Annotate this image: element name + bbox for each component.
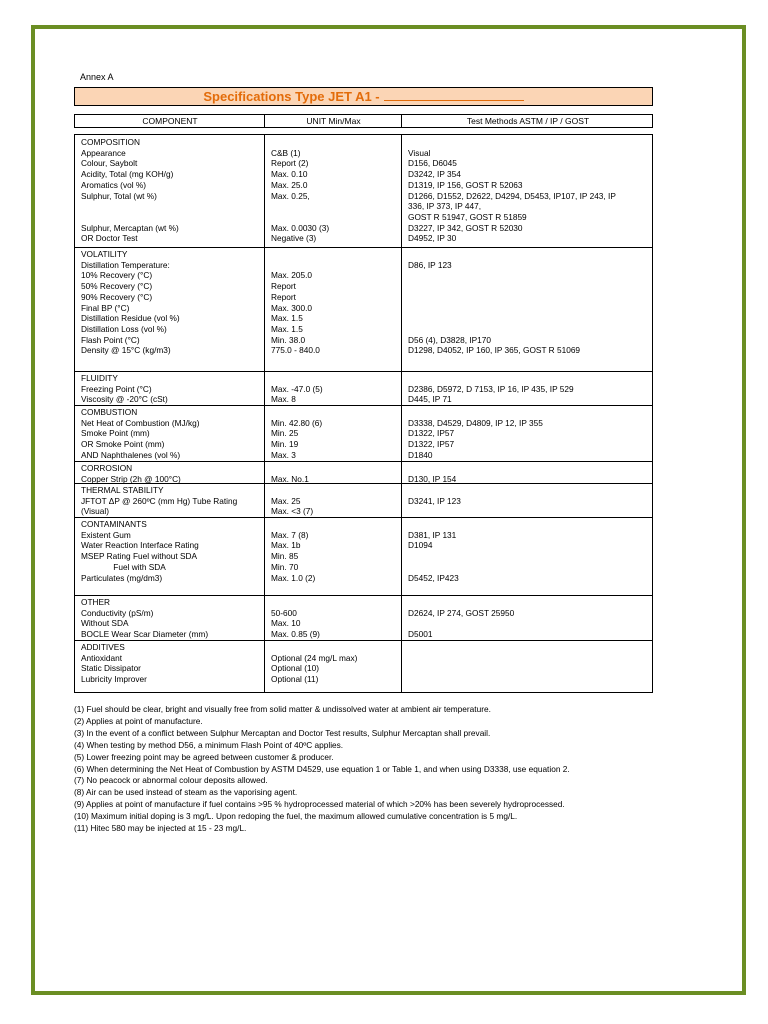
unit-cell: Min. 19 — [271, 439, 299, 450]
component-cell: Smoke Point (mm) — [81, 428, 150, 439]
unit-cell: 50-600 — [271, 607, 297, 618]
method-cell: D1266, D1552, D2622, D4294, D5453, IP107, IP 243, IP — [408, 190, 616, 201]
component-cell: Density @ 15°C (kg/m3) — [81, 345, 171, 356]
section-volatility — [75, 247, 652, 372]
component-cell: Final BP (°C) — [81, 302, 130, 313]
component-cell: Lubricity Improver — [81, 674, 147, 685]
title-blank-line — [384, 88, 524, 101]
section-heading: COMPOSITION — [81, 137, 141, 147]
unit-cell — [271, 212, 329, 223]
header-component: COMPONENT — [142, 116, 198, 126]
unit-cell: Min. 42.80 (6) — [271, 417, 323, 428]
unit-cell: Optional (10) — [271, 663, 319, 674]
footnote: (2) Applies at point of manufacture. — [74, 715, 203, 726]
method-cell: D3227, IP 342, GOST R 52030 — [408, 222, 523, 233]
footnote: (1) Fuel should be clear, bright and visually free from solid matter & undissolved water at ambient air temperature. — [74, 704, 491, 714]
method-cell: D1319, IP 156, GOST R 52063 — [408, 179, 523, 190]
section-heading: FLUIDITY — [81, 373, 118, 383]
method-cell: D4952, IP 30 — [408, 233, 457, 244]
annex-label: Annex A — [80, 72, 114, 82]
unit-column — [271, 373, 323, 405]
component-cell: JFTOT ΔP @ 260ºC (mm Hg) Tube Rating — [81, 495, 238, 506]
component-cell — [81, 212, 179, 223]
unit-cell: Max. 8 — [271, 394, 296, 405]
component-cell: AND Naphthalenes (vol %) — [81, 449, 181, 460]
footnote: (8) Air can be used instead of steam as the vaporising agent. — [74, 787, 298, 798]
section-additives — [75, 640, 652, 692]
section-heading: CONTAMINANTS — [81, 519, 147, 529]
component-cell: Acidity, Total (mg KOH/g) — [81, 169, 174, 180]
component-cell: (Visual) — [81, 506, 109, 517]
section-fluidity — [75, 371, 652, 406]
component-cell: Water Reaction Interface Rating — [81, 540, 199, 551]
method-cell: D5452, IP423 — [408, 572, 459, 583]
unit-cell: Min. 38.0 — [271, 334, 306, 345]
method-cell: D2624, IP 274, GOST 25950 — [408, 607, 515, 618]
method-cell: D56 (4), D3828, IP170 — [408, 334, 492, 345]
method-cell: D1840 — [408, 449, 433, 460]
unit-cell: Max. <3 (7) — [271, 506, 314, 517]
section-composition — [75, 135, 652, 248]
component-cell: Static Dissipator — [81, 663, 141, 674]
component-cell: 50% Recovery (°C) — [81, 281, 153, 292]
section-thermal-stability — [75, 483, 652, 518]
component-cell: Flash Point (°C) — [81, 334, 140, 345]
section-heading: COMBUSTION — [81, 407, 138, 417]
unit-cell: Max. 25 — [271, 495, 301, 506]
component-column — [81, 642, 147, 685]
method-cell — [408, 281, 580, 292]
unit-cell: Max. 300.0 — [271, 302, 313, 313]
method-cell: 336, IP 373, IP 447, — [408, 201, 482, 212]
method-cell: D3338, D4529, D4809, IP 12, IP 355 — [408, 417, 543, 428]
unit-cell: Optional (11) — [271, 674, 319, 685]
spec-table — [74, 134, 653, 693]
unit-cell: Max. 0.25, — [271, 190, 310, 201]
component-cell: Existent Gum — [81, 529, 131, 540]
unit-column — [271, 642, 357, 685]
unit-column — [271, 519, 315, 583]
unit-cell: Max. 25.0 — [271, 179, 308, 190]
unit-cell: Max. 1.5 — [271, 313, 303, 324]
component-cell: 90% Recovery (°C) — [81, 291, 153, 302]
component-cell: Distillation Temperature: — [81, 259, 170, 270]
component-cell: Appearance — [81, 147, 126, 158]
methods-column — [408, 137, 616, 244]
method-cell: D2386, D5972, D 7153, IP 16, IP 435, IP 529 — [408, 383, 574, 394]
method-cell: Visual — [408, 147, 431, 158]
component-cell: Sulphur, Mercaptan (wt %) — [81, 222, 179, 233]
unit-column — [271, 463, 309, 484]
component-cell: Without SDA — [81, 618, 129, 629]
footnote: (11) Hitec 580 may be injected at 15 - 23 mg/L. — [74, 823, 247, 834]
footnote: (5) Lower freezing point may be agreed between customer & producer. — [74, 751, 334, 762]
method-cell: D5001 — [408, 629, 433, 640]
section-heading: THERMAL STABILITY — [81, 485, 164, 495]
component-cell: BOCLE Wear Scar Diameter (mm) — [81, 629, 209, 640]
unit-column — [271, 485, 313, 517]
section-contaminants — [75, 517, 652, 596]
unit-cell: Max. 7 (8) — [271, 529, 309, 540]
method-cell: D1094 — [408, 540, 433, 551]
unit-cell: Max. 0.0030 (3) — [271, 222, 330, 233]
method-cell — [408, 313, 580, 324]
unit-cell — [271, 260, 320, 271]
component-cell: Aromatics (vol %) — [81, 179, 147, 190]
method-cell — [408, 653, 410, 664]
unit-cell: Max. 3 — [271, 449, 296, 460]
component-cell: Colour, Saybolt — [81, 158, 138, 169]
footnote: (6) When determining the Net Heat of Combustion by ASTM D4529, use equation 1 or Table 1, and when using D3338, use equation 2. — [74, 763, 570, 774]
component-cell: Distillation Loss (vol %) — [81, 323, 167, 334]
component-column — [81, 597, 208, 640]
unit-cell: Report — [271, 291, 296, 302]
unit-cell: Max. 0.85 (9) — [271, 629, 320, 640]
section-heading: OTHER — [81, 597, 111, 607]
footnote: (4) When testing by method D56, a minimum Flash Point of 40ºC applies. — [74, 739, 344, 750]
methods-column — [408, 597, 514, 640]
component-column — [81, 137, 179, 244]
footnote: (9) Applies at point of manufacture if fuel contains >95 % hydroprocessed material of which >20% has been severely hydroprocessed. — [74, 799, 565, 810]
component-column — [81, 463, 181, 484]
component-cell: Freezing Point (°C) — [81, 383, 152, 394]
unit-cell: Max. 0.10 — [271, 169, 308, 180]
component-cell: OR Doctor Test — [81, 233, 138, 244]
method-cell — [408, 324, 580, 335]
method-cell — [408, 674, 410, 685]
component-cell — [81, 201, 179, 212]
method-cell: D1322, IP57 — [408, 439, 455, 450]
section-combustion — [75, 405, 652, 462]
method-cell: D130, IP 154 — [408, 473, 457, 484]
component-column — [81, 249, 180, 356]
unit-cell: 775.0 - 840.0 — [271, 345, 320, 356]
unit-cell: Optional (24 mg/L max) — [271, 652, 358, 663]
component-cell: Viscosity @ -20°C (cSt) — [81, 394, 168, 405]
unit-column — [271, 597, 320, 640]
component-cell: 10% Recovery (°C) — [81, 270, 153, 281]
table-header-row — [74, 114, 653, 128]
component-column — [81, 485, 237, 517]
unit-cell: Max. No.1 — [271, 473, 309, 484]
section-corrosion — [75, 461, 652, 484]
unit-cell: C&B (1) — [271, 147, 301, 158]
method-cell: D156, D6045 — [408, 158, 457, 169]
method-cell: D1298, D4052, IP 160, IP 365, GOST R 51069 — [408, 345, 581, 356]
methods-column — [408, 373, 574, 405]
component-column — [81, 407, 200, 461]
section-other — [75, 595, 652, 641]
spec-title: Specifications Type JET A1 - — [203, 89, 380, 104]
method-cell — [408, 270, 580, 281]
component-cell: Sulphur, Total (wt %) — [81, 190, 157, 201]
spec-title-bar — [74, 87, 653, 106]
method-cell: D445, IP 71 — [408, 394, 452, 405]
unit-cell: Min. 70 — [271, 561, 299, 572]
header-unit: UNIT Min/Max — [306, 116, 361, 126]
unit-cell: Max. 1.5 — [271, 323, 303, 334]
component-cell: Particulates (mg/dm3) — [81, 572, 163, 583]
component-cell: Copper Strip (2h @ 100°C) — [81, 473, 181, 484]
unit-column — [271, 137, 329, 244]
methods-column — [408, 485, 461, 517]
method-cell: D1322, IP57 — [408, 428, 455, 439]
component-column — [81, 519, 199, 583]
footnote: (10) Maximum initial doping is 3 mg/L. Upon redoping the fuel, the maximum allowed cumulative concentration is 5 mg/L. — [74, 811, 518, 822]
component-cell: Antioxidant — [81, 652, 123, 663]
unit-cell: Max. 1.0 (2) — [271, 572, 316, 583]
component-cell: OR Smoke Point (mm) — [81, 439, 165, 450]
unit-cell: Max. -47.0 (5) — [271, 383, 323, 394]
unit-cell — [271, 201, 329, 212]
methods-column — [408, 519, 459, 583]
unit-cell: Report (2) — [271, 158, 309, 169]
methods-column — [408, 407, 543, 461]
unit-cell: Report — [271, 281, 296, 292]
footnotes — [74, 704, 570, 835]
method-cell: D381, IP 131 — [408, 529, 457, 540]
method-cell — [408, 618, 514, 629]
unit-cell: Min. 25 — [271, 428, 299, 439]
method-cell — [408, 551, 459, 562]
component-cell: Fuel with SDA — [81, 561, 166, 572]
method-cell: D3242, IP 354 — [408, 169, 461, 180]
unit-cell: Max. 1b — [271, 540, 301, 551]
method-cell — [408, 292, 580, 303]
component-cell: Distillation Residue (vol %) — [81, 313, 180, 324]
method-cell — [408, 663, 410, 674]
component-column — [81, 373, 168, 405]
component-cell: Conductivity (pS/m) — [81, 607, 154, 618]
unit-cell: Max. 205.0 — [271, 270, 313, 281]
unit-cell: Negative (3) — [271, 233, 317, 244]
methods-column — [408, 249, 580, 356]
methods-column — [408, 463, 456, 484]
method-cell: GOST R 51947, GOST R 51859 — [408, 211, 527, 222]
method-cell — [408, 303, 580, 314]
header-methods: Test Methods ASTM / IP / GOST — [466, 116, 590, 126]
method-cell — [408, 562, 459, 573]
footnote: (7) No peacock or abnormal colour deposits allowed. — [74, 775, 268, 786]
unit-cell: Min. 85 — [271, 551, 299, 562]
methods-column — [408, 642, 410, 685]
method-cell — [408, 506, 461, 517]
unit-column — [271, 249, 320, 356]
unit-cell: Max. 10 — [271, 618, 301, 629]
unit-column — [271, 407, 322, 461]
section-heading: CORROSION — [81, 463, 133, 473]
section-heading: ADDITIVES — [81, 642, 125, 652]
component-cell: MSEP Rating Fuel without SDA — [81, 551, 198, 562]
footnote: (3) In the event of a conflict between Sulphur Mercaptan and Doctor Test results, Sulphur Mercaptan shall prevail. — [74, 727, 491, 738]
component-cell: Net Heat of Combustion (MJ/kg) — [81, 417, 200, 428]
section-heading: VOLATILITY — [81, 249, 128, 259]
method-cell: D3241, IP 123 — [408, 495, 461, 506]
method-cell: D86, IP 123 — [408, 259, 452, 270]
